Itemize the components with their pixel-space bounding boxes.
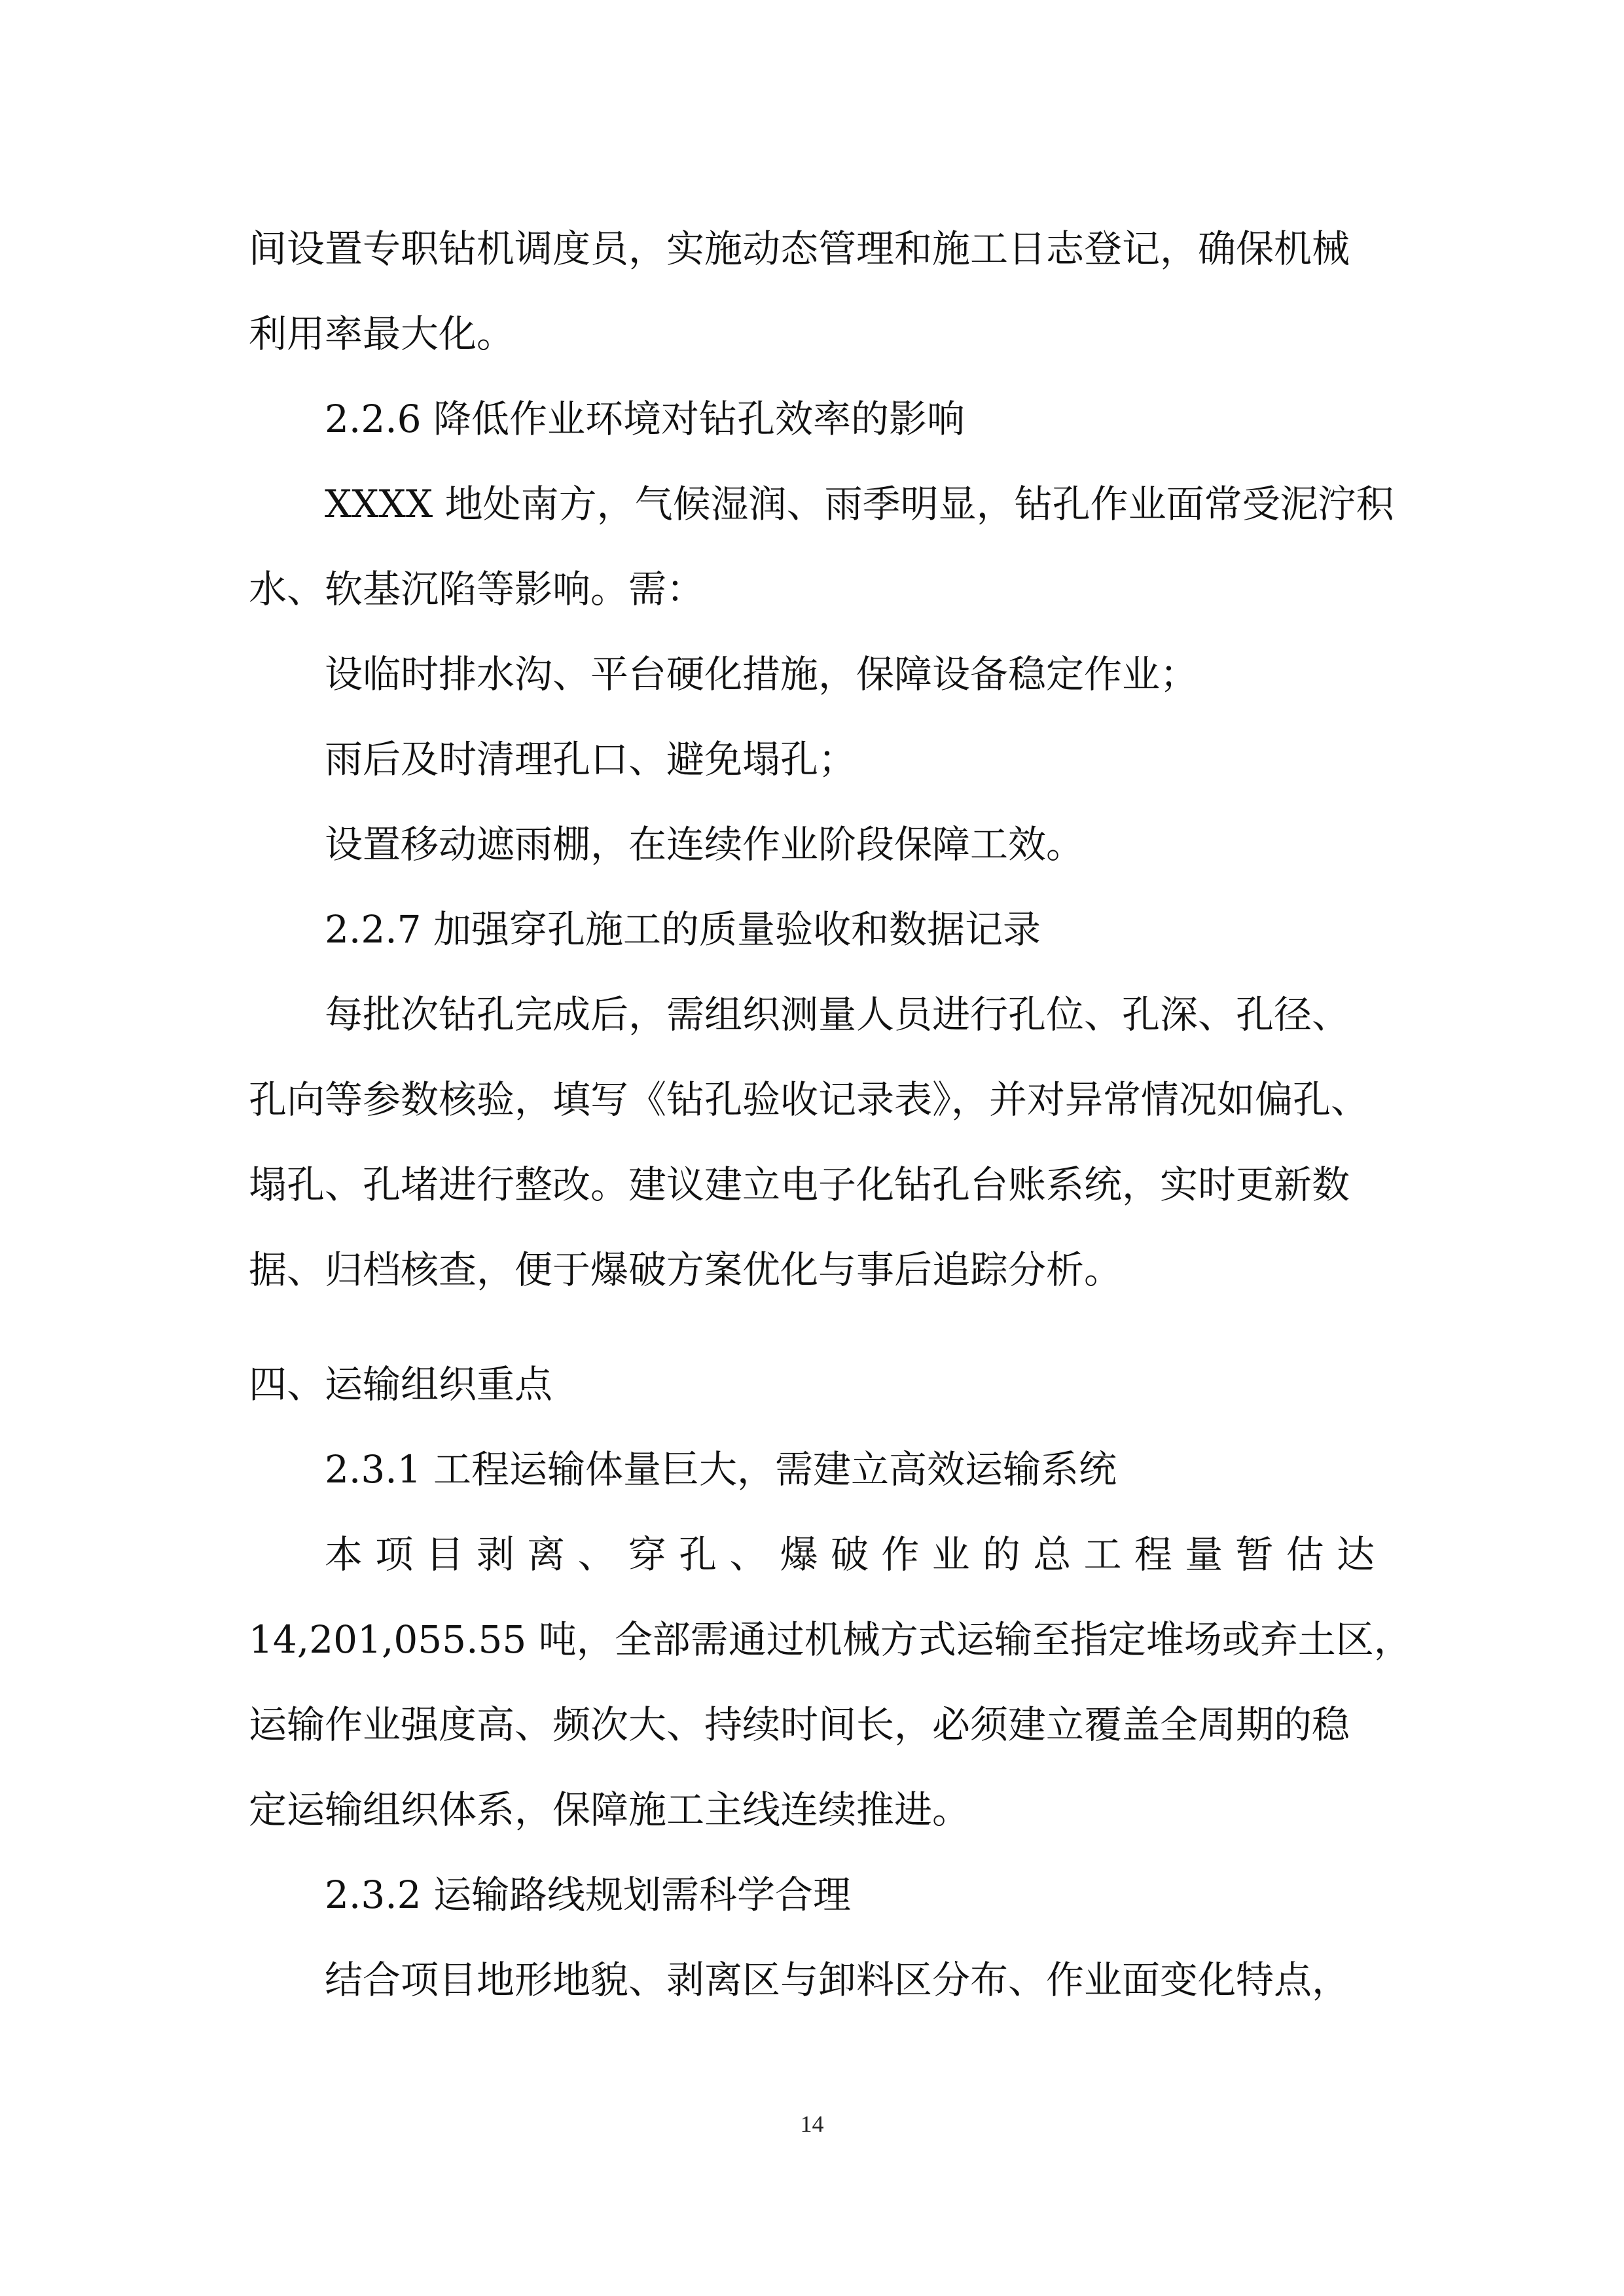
list-item: 雨后及时清理孔口、避免塌孔；: [325, 737, 857, 781]
paragraph-line: 定运输组织体系，保障施工主线连续推进。: [249, 1787, 971, 1832]
section-heading-2-3-2: 2.3.2 运输路线规划需科学合理: [325, 1873, 852, 1917]
paragraph-line: 结合项目地形地貌、剥离区与卸料区分布、作业面变化特点，: [325, 1958, 1350, 2002]
paragraph-line: 运输作业强度高、频次大、持续时间长，必须建立覆盖全周期的稳: [249, 1702, 1350, 1747]
chapter-heading: 四、运输组织重点: [249, 1362, 553, 1407]
section-heading-2-3-1: 2.3.1 工程运输体量巨大，需建立高效运输系统: [325, 1447, 1117, 1492]
paragraph-line: 孔向等参数核验，填写《钻孔验收记录表》，并对异常情况如偏孔、: [249, 1077, 1369, 1122]
section-heading-2-2-6: 2.2.6 降低作业环境对钻孔效率的影响: [325, 397, 965, 441]
list-item: 设置移动遮雨棚，在连续作业阶段保障工效。: [325, 822, 1085, 867]
page-number: 14: [800, 2111, 824, 2137]
paragraph-line: 据、归档核查，便于爆破方案优化与事后追踪分析。: [249, 1247, 1123, 1292]
paragraph-line: 每批次钻孔完成后，需组织测量人员进行孔位、孔深、孔径、: [325, 992, 1350, 1037]
list-item: 设临时排水沟、平台硬化措施，保障设备稳定作业；: [325, 652, 1199, 696]
paragraph-line: XXXX 地处南方，气候湿润、雨季明显，钻孔作业面常受泥泞积: [325, 482, 1394, 526]
paragraph-line: 塌孔、孔堵进行整改。建议建立电子化钻孔台账系统，实时更新数: [249, 1162, 1350, 1207]
paragraph-line: 14,201,055.55 吨，全部需通过机械方式运输至指定堆场或弃土区，: [249, 1617, 1412, 1662]
paragraph-line: 本项目剥离、穿孔、爆破作业的总工程量暂估达: [325, 1532, 1375, 1577]
section-heading-2-2-7: 2.2.7 加强穿孔施工的质量验收和数据记录: [325, 907, 1041, 952]
paragraph-line: 水、软基沉陷等影响。需：: [249, 567, 705, 611]
paragraph-line: 间设置专职钻机调度员，实施动态管理和施工日志登记，确保机械: [249, 226, 1350, 271]
paragraph-line: 利用率最大化。: [249, 312, 515, 356]
